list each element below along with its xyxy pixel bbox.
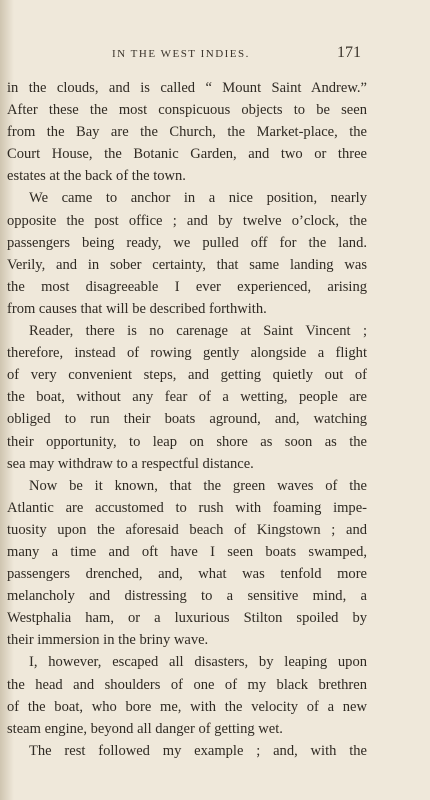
text-line: the boat, without any fear of a wetting, people are xyxy=(7,389,367,406)
text-line: their immersion in the briny wave. xyxy=(7,632,209,649)
text-line: many a time and oft have I seen boats swamped, xyxy=(7,543,367,560)
text-line: melancholy and distressing to a sensitive mind, a xyxy=(7,588,367,605)
text-line: the most disagreeable I ever experienced, arising xyxy=(7,278,367,295)
text-line: Atlantic are accustomed to rush with foaming impe- xyxy=(7,499,367,516)
text-line: of the boat, who bore me, with the velocity of a new xyxy=(7,698,367,715)
text-line: sea may withdraw to a respectful distance. xyxy=(7,455,254,472)
text-line: After these the most conspicuous objects to be seen xyxy=(7,102,367,119)
text-line: in the clouds, and is called “ Mount Saint Andrew.” xyxy=(7,80,367,96)
body-text xyxy=(0,77,367,762)
running-head: IN THE WEST INDIES. xyxy=(112,48,250,60)
text-line: Now be it known, that the green waves of the xyxy=(29,477,367,494)
text-line: obliged to run their boats aground, and, watching xyxy=(7,411,367,428)
text-line: tuosity upon the aforesaid beach of Kingstown ; and xyxy=(7,521,367,538)
text-line: The rest followed my example ; and, with the xyxy=(29,742,367,759)
text-line: estates at the back of the town. xyxy=(7,168,186,185)
text-line: therefore, instead of rowing gently alongside a flight xyxy=(7,345,367,362)
text-line: I, however, escaped all disasters, by leaping upon xyxy=(29,654,367,671)
text-line: Westphalia ham, or a luxurious Stilton spoiled by xyxy=(7,610,367,627)
page-number: 171 xyxy=(337,44,361,61)
text-line: opposite the post office ; and by twelve o’clock, the xyxy=(7,212,367,229)
text-line: of very convenient steps, and getting quietly out of xyxy=(7,367,367,384)
text-line: passengers being ready, we pulled off for the land. xyxy=(7,234,367,251)
text-line: from causes that will be described forthwith. xyxy=(7,300,267,317)
text-line: steam engine, beyond all danger of getting wet. xyxy=(7,720,283,737)
text-line: Verily, and in sober certainty, that same landing was xyxy=(7,256,367,273)
text-line: the head and shoulders of one of my black brethren xyxy=(7,676,367,693)
text-line: their opportunity, to leap on shore as soon as the xyxy=(7,433,367,450)
text-line: passengers drenched, and, what was tenfold more xyxy=(7,566,367,583)
text-line: Reader, there is no carenage at Saint Vincent ; xyxy=(29,323,367,340)
text-line: Court House, the Botanic Garden, and two or three xyxy=(7,146,367,163)
text-line: We came to anchor in a nice position, nearly xyxy=(29,190,367,207)
text-line: from the Bay are the Church, the Market-place, the xyxy=(7,124,367,141)
